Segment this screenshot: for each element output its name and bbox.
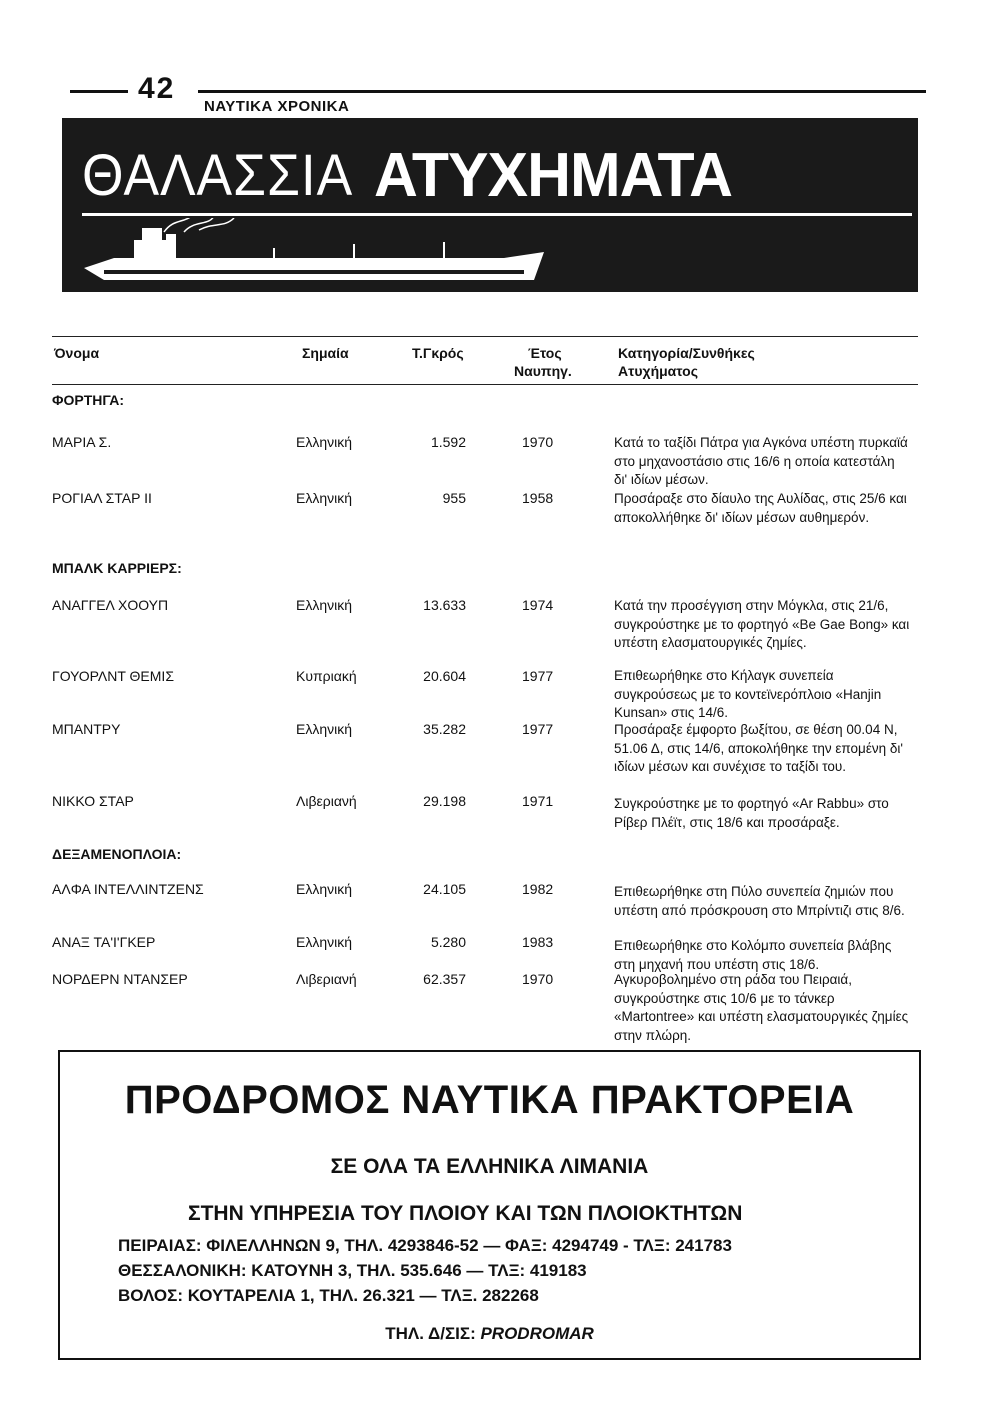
ship-illustration: [74, 218, 574, 288]
row-flag: Ελληνική: [296, 934, 353, 950]
ad-address-thessaloniki: ΘΕΣΣΑΛΟΝΙΚΗ: ΚΑΤΟΥΝΗ 3, ΤΗΛ. 535.646 — ΤΛΞ: 419183: [118, 1261, 587, 1280]
row-year: 1977: [522, 721, 554, 737]
row-grt: 35.282: [423, 721, 466, 737]
row-grt: 955: [442, 490, 466, 506]
header-rule-left: [70, 90, 128, 93]
ad-telegram-label: ΤΗΛ. Δ/ΣΙΣ:: [385, 1324, 476, 1343]
row-grt: 1.592: [430, 434, 466, 450]
row-grt: 62.357: [423, 971, 466, 987]
row-description: Επιθεωρήθηκε στη Πύλο συνεπεία ζημιών που υπέστη από πρόσκρουση στο Μπρίντιζι στις 8/6.: [614, 884, 905, 918]
row-name: ΝΙΚΚΟ ΣΤΑΡ: [52, 793, 134, 809]
row-grt: 13.633: [423, 597, 466, 613]
row-flag: Ελληνική: [296, 881, 353, 897]
row-name: ΡΟΓΙΑΛ ΣΤΑΡ ΙΙ: [52, 490, 152, 506]
row-flag: Ελληνική: [296, 597, 353, 613]
ad-telegram: [60, 1324, 919, 1344]
ad-subtitle-service: ΣΤΗΝ ΥΠΗΡΕΣΙΑ ΤΟΥ ΠΛΟΙΟΥ ΚΑΙ ΤΩΝ ΠΛΟΙΟΚΤΗΤΩΝ: [188, 1202, 743, 1225]
row-description: Προσάραξε έμφορτο βωξίτου, σε θέση 00.04 Ν, 51.06 Δ, στις 14/6, αποκολήθηκε την επομένη δι' ιδίων μέσων και συνέχισε το ταξίδι του.: [614, 722, 903, 774]
table-top-rule: [52, 336, 918, 337]
row-name: ΜΠΑΝΤΡΥ: [52, 721, 121, 737]
col-name-header: Όνομα: [54, 345, 100, 361]
row-flag: Ελληνική: [296, 490, 353, 506]
row-year: 1974: [522, 597, 554, 613]
row-name: ΑΝΑΓΓΕΛ ΧΟΟΥΠ: [52, 597, 169, 613]
ad-subtitle-ports: ΣΕ ΟΛΑ ΤΑ ΕΛΛΗΝΙΚΑ ΛΙΜΑΝΙΑ: [330, 1155, 649, 1178]
category-bulk-carriers: ΜΠΑΛΚ ΚΑΡΡΙΕΡΣ:: [52, 560, 182, 576]
row-grt: 20.604: [423, 668, 466, 684]
category-tankers: ΔΕΞΑΜΕΝΟΠΛΟΙΑ:: [52, 846, 182, 862]
row-description: Προσάραξε στο δίαυλο της Αυλίδας, στις 25/6 και αποκολλήθηκε δι' ιδίων μέσων αυθημερόν.: [614, 491, 907, 525]
row-flag: Λιβεριανή: [296, 971, 357, 987]
row-description: Κατά την προσέγγιση στην Μόγκλα, στις 21/6, συγκρούστηκε με το φορτηγό «Be Gae Bong» και υπέστη ελασματουργικές ζημίες.: [614, 598, 910, 650]
col-category-header-1: Κατηγορία/Συνθήκες: [618, 345, 755, 361]
row-description: Επιθεωρήθηκε στο Κολόμπο συνεπεία βλάβης στη μηχανή που υπέστη στις 18/6.: [614, 938, 892, 972]
banner-title-bold: ΑΤΥΧΗΜΑΤΑ: [374, 141, 733, 210]
row-grt: 24.105: [423, 881, 466, 897]
row-flag: Ελληνική: [296, 721, 353, 737]
row-description: Αγκυροβολημένο στη ράδα του Πειραιά, συγκρούστηκε στις 10/6 με το τάνκερ «Martontree» και υπέστη ελασματουργικές ζημίες στην πλώρη.: [614, 972, 909, 1043]
header-rule-right: [198, 90, 926, 93]
row-name: ΑΛΦΑ ΙΝΤΕΛΛΙΝΤΖΕΝΣ: [52, 881, 204, 897]
ad-address-volos: ΒΟΛΟΣ: ΚΟΥΤΑΡΕΛΙΑ 1, ΤΗΛ. 26.321 — ΤΛΞ. 282268: [118, 1286, 539, 1305]
row-year: 1983: [522, 934, 554, 950]
banner-rule: [82, 213, 912, 216]
col-flag-header: Σημαία: [302, 345, 349, 361]
magazine-name: ΝΑΥΤΙΚΑ ΧΡΟΝΙΚΑ: [204, 98, 350, 115]
table-header-rule: [52, 384, 918, 385]
row-flag: Λιβεριανή: [296, 793, 357, 809]
row-name: ΑΝΑΞ ΤΑ'Ι'ΓΚΕΡ: [52, 934, 156, 950]
row-name: ΜΑΡΙΑ Σ.: [52, 434, 112, 450]
row-description: Επιθεωρήθηκε στο Κήλαγκ συνεπεία συγκρούσεως με το κοντεϊνερόπλοιο «Hanjin Kunsan» στις 14/6.: [614, 668, 882, 720]
row-year: 1982: [522, 881, 554, 897]
row-flag: Ελληνική: [296, 434, 353, 450]
banner-title-light: ΘΑΛΑΣΣΙΑ: [82, 143, 354, 208]
row-grt: 5.280: [430, 934, 466, 950]
col-category-header-2: Ατυχήματος: [618, 363, 698, 379]
ad-address-piraeus: ΠΕΙΡΑΙΑΣ: ΦΙΛΕΛΛΗΝΩΝ 9, ΤΗΛ. 4293846-52 — ΦΑΞ: 4294749 - ΤΛΞ: 241783: [118, 1236, 732, 1255]
advertisement-box: [58, 1050, 921, 1360]
row-year: 1977: [522, 668, 554, 684]
row-description: Κατά το ταξίδι Πάτρα για Αγκόνα υπέστη πυρκαϊά στο μηχανοστάσιο στις 16/6 η οποία κατεστάλη δι' ιδίων μέσων.: [614, 435, 908, 487]
row-name: ΝΟΡΔΕΡΝ ΝΤΑΝΣΕΡ: [52, 971, 188, 987]
ad-telegram-value: PRODROMAR: [480, 1324, 594, 1343]
row-name: ΓΟΥΟΡΛΝΤ ΘΕΜΙΣ: [52, 668, 174, 684]
col-grt-header: Τ.Γκρός: [412, 345, 464, 361]
col-year-header-1: Έτος: [528, 345, 562, 361]
ad-company-title: ΠΡΟΔΡΟΜΟΣ ΝΑΥΤΙΚΑ ΠΡΑΚΤΟΡΕΙΑ: [124, 1078, 855, 1122]
section-banner: [62, 118, 918, 292]
category-cargo: ΦΟΡΤΗΓΑ:: [52, 392, 125, 408]
row-grt: 29.198: [423, 793, 466, 809]
page-number: 42: [138, 72, 176, 105]
row-year: 1970: [522, 971, 554, 987]
row-flag: Κυπριακή: [296, 668, 357, 684]
row-year: 1970: [522, 434, 554, 450]
row-year: 1971: [522, 793, 554, 809]
col-year-header-2: Ναυπηγ.: [514, 363, 572, 379]
row-description: Συγκρούστηκε με το φορτηγό «Ar Rabbu» στο Ρίβερ Πλέϊτ, στις 18/6 και προσάραξε.: [614, 796, 889, 830]
row-year: 1958: [522, 490, 554, 506]
